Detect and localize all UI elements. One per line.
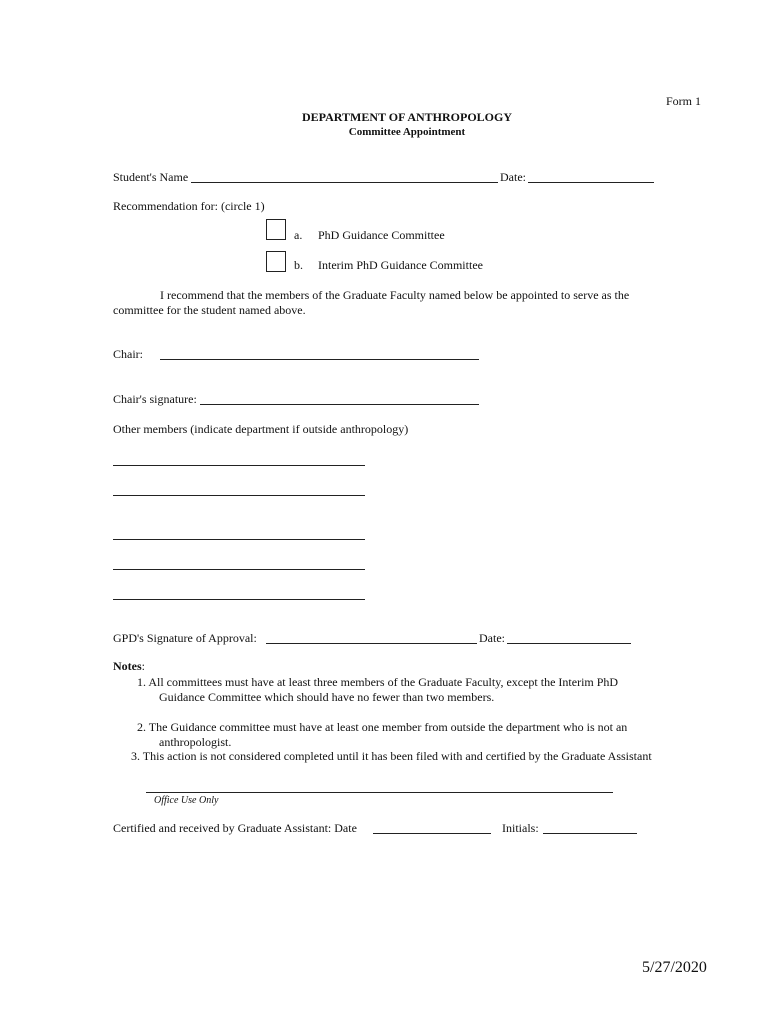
- option-b-letter: b.: [294, 258, 303, 272]
- statement-line-1: I recommend that the members of the Graduate Faculty named below be appointed to serve as the: [160, 288, 630, 302]
- note-1-line-1: 1. All committees must have at least three members of the Graduate Faculty, except the Interim PhD: [137, 675, 619, 689]
- interim-phd-guidance-checkbox[interactable]: [266, 251, 286, 272]
- student-name-label: Student's Name: [113, 170, 189, 184]
- initials-field[interactable]: [543, 833, 637, 834]
- initials-label: Initials:: [502, 821, 539, 835]
- note-3-line-1: 3. This action is not considered completed until it has been filed with and certified by the Graduate Assistant: [131, 749, 652, 763]
- chair-label: Chair:: [113, 347, 143, 361]
- footer-date: 5/27/2020: [642, 959, 707, 976]
- chair-signature-label: Chair's signature:: [113, 392, 197, 406]
- member-field-2[interactable]: [113, 495, 365, 496]
- office-use-label: Office Use Only: [154, 795, 219, 806]
- phd-guidance-checkbox[interactable]: [266, 219, 286, 240]
- gpd-signature-label: GPD's Signature of Approval:: [113, 631, 257, 645]
- gpd-date-label: Date:: [479, 631, 505, 645]
- option-a-letter: a.: [294, 228, 303, 242]
- option-b-label: Interim PhD Guidance Committee: [318, 258, 483, 272]
- gpd-date-field[interactable]: [507, 643, 631, 644]
- note-1-line-2: Guidance Committee which should have no fewer than two members.: [159, 690, 495, 704]
- member-field-5[interactable]: [113, 599, 365, 600]
- office-use-line: [146, 792, 613, 793]
- gpd-signature-field[interactable]: [266, 643, 477, 644]
- chair-name-field[interactable]: [160, 359, 479, 360]
- note-2-line-2: anthropologist.: [159, 735, 232, 749]
- form-subtitle: Committee Appointment: [348, 126, 466, 138]
- certified-date-field[interactable]: [373, 833, 491, 834]
- certified-label: Certified and received by Graduate Assistant: Date: [113, 821, 357, 835]
- note-2-line-1: 2. The Guidance committee must have at least one member from outside the department who is not an: [137, 720, 628, 734]
- other-members-label: Other members (indicate department if outside anthropology): [113, 422, 409, 436]
- department-title: DEPARTMENT OF ANTHROPOLOGY: [301, 110, 513, 124]
- student-date-field[interactable]: [528, 182, 654, 183]
- recommendation-label: Recommendation for: (circle 1): [113, 199, 265, 213]
- member-field-4[interactable]: [113, 569, 365, 570]
- statement-line-2: committee for the student named above.: [113, 303, 306, 317]
- option-a-label: PhD Guidance Committee: [318, 228, 445, 242]
- member-field-3[interactable]: [113, 539, 365, 540]
- notes-heading: Notes:: [113, 659, 146, 673]
- form-number: Form 1: [666, 94, 702, 108]
- member-field-1[interactable]: [113, 465, 365, 466]
- student-name-field[interactable]: [191, 182, 498, 183]
- chair-signature-field[interactable]: [200, 404, 479, 405]
- student-date-label: Date:: [500, 170, 526, 184]
